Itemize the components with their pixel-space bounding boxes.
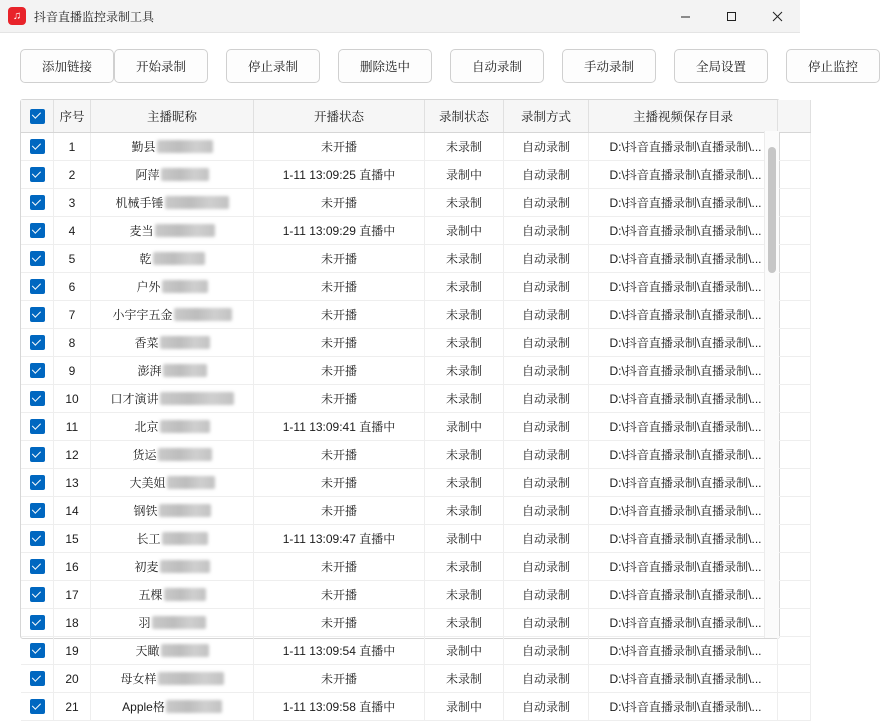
row-nickname — [91, 385, 254, 413]
row-checkbox[interactable] — [30, 671, 45, 686]
row-checkbox[interactable] — [30, 139, 45, 154]
row-live-status: 1-11 13:09:47 直播中 — [254, 525, 425, 553]
row-checkbox[interactable] — [30, 699, 45, 714]
nickname-redaction — [159, 504, 211, 517]
nickname-redaction — [153, 252, 205, 265]
row-live-status: 未开播 — [254, 497, 425, 525]
row-record-mode: 自动录制 — [504, 385, 589, 413]
row-pad — [778, 385, 811, 413]
table-row[interactable] — [21, 217, 811, 245]
nickname-text: 北京 — [134, 420, 159, 434]
row-pad — [778, 581, 811, 609]
row-checkbox[interactable] — [30, 223, 45, 238]
manual-record-button[interactable]: 手动录制 — [562, 49, 656, 83]
row-nickname — [91, 357, 254, 385]
row-pad — [778, 133, 811, 161]
row-save-directory: D:\抖音直播录制\直播录制\... — [589, 553, 778, 581]
row-index: 8 — [54, 329, 91, 357]
nickname-redaction — [162, 280, 208, 293]
nickname-text: 天瞰 — [135, 644, 160, 658]
row-pad — [778, 357, 811, 385]
row-checkbox[interactable] — [30, 167, 45, 182]
row-checkbox[interactable] — [30, 615, 45, 630]
nickname-text: 长工 — [136, 532, 161, 546]
row-record-status: 未录制 — [425, 581, 504, 609]
row-index: 10 — [54, 385, 91, 413]
row-pad — [778, 441, 811, 469]
minimize-icon[interactable] — [662, 0, 708, 32]
table-row[interactable] — [21, 441, 811, 469]
row-checkbox-cell[interactable] — [21, 553, 54, 581]
row-save-directory: D:\抖音直播录制\直播录制\... — [589, 161, 778, 189]
row-save-directory: D:\抖音直播录制\直播录制\... — [589, 469, 778, 497]
row-record-status: 录制中 — [425, 525, 504, 553]
row-pad — [778, 469, 811, 497]
nickname-text: 户外 — [136, 280, 161, 294]
table-row[interactable] — [21, 525, 811, 553]
row-pad — [778, 665, 811, 693]
row-live-status: 未开播 — [254, 441, 425, 469]
row-checkbox[interactable] — [30, 335, 45, 350]
row-checkbox[interactable] — [30, 531, 45, 546]
nickname-text: 钢铁 — [133, 504, 158, 518]
table-row[interactable] — [21, 329, 811, 357]
row-checkbox-cell[interactable] — [21, 693, 54, 721]
global-settings-button[interactable]: 全局设置 — [674, 49, 768, 83]
row-checkbox-cell[interactable] — [21, 329, 54, 357]
maximize-icon[interactable] — [708, 0, 754, 32]
stop-record-button[interactable]: 停止录制 — [226, 49, 320, 83]
row-pad — [778, 525, 811, 553]
row-nickname — [91, 693, 254, 721]
row-record-mode: 自动录制 — [504, 441, 589, 469]
nickname-text: 澎湃 — [137, 364, 162, 378]
row-nickname — [91, 665, 254, 693]
table-body — [21, 133, 811, 721]
row-record-status: 录制中 — [425, 693, 504, 721]
row-live-status: 未开播 — [254, 273, 425, 301]
row-index: 19 — [54, 637, 91, 665]
row-nickname — [91, 245, 254, 273]
row-checkbox-cell[interactable] — [21, 217, 54, 245]
row-checkbox[interactable] — [30, 279, 45, 294]
nickname-redaction — [161, 168, 209, 181]
row-pad — [778, 189, 811, 217]
row-record-mode: 自动录制 — [504, 245, 589, 273]
row-checkbox-cell[interactable] — [21, 357, 54, 385]
row-checkbox-cell[interactable] — [21, 665, 54, 693]
row-checkbox-cell[interactable] — [21, 441, 54, 469]
row-save-directory: D:\抖音直播录制\直播录制\... — [589, 637, 778, 665]
row-index: 11 — [54, 413, 91, 441]
row-checkbox-cell[interactable] — [21, 637, 54, 665]
row-live-status: 1-11 13:09:54 直播中 — [254, 637, 425, 665]
column-header-mode[interactable]: 录制方式 — [504, 100, 589, 133]
row-index: 12 — [54, 441, 91, 469]
nickname-redaction — [167, 476, 215, 489]
row-pad — [778, 693, 811, 721]
column-header-select[interactable] — [21, 100, 54, 133]
stream-table — [20, 99, 780, 714]
row-checkbox[interactable] — [30, 307, 45, 322]
row-record-mode: 自动录制 — [504, 273, 589, 301]
table-row[interactable] — [21, 665, 811, 693]
row-save-directory: D:\抖音直播录制\直播录制\... — [589, 693, 778, 721]
row-record-status: 未录制 — [425, 189, 504, 217]
nickname-redaction — [158, 672, 224, 685]
row-live-status: 未开播 — [254, 189, 425, 217]
add-link-button[interactable]: 添加链接 — [20, 49, 114, 83]
row-record-mode: 自动录制 — [504, 413, 589, 441]
row-checkbox-cell[interactable] — [21, 413, 54, 441]
nickname-text: 大美姐 — [129, 476, 166, 490]
nickname-redaction — [160, 392, 234, 405]
row-index: 1 — [54, 133, 91, 161]
nickname-redaction — [165, 196, 229, 209]
row-record-mode: 自动录制 — [504, 665, 589, 693]
table-row[interactable] — [21, 497, 811, 525]
table-row[interactable] — [21, 609, 811, 637]
column-header-index[interactable]: 序号 — [54, 100, 91, 133]
row-checkbox-cell[interactable] — [21, 497, 54, 525]
row-live-status: 未开播 — [254, 665, 425, 693]
nickname-redaction — [162, 532, 208, 545]
row-record-status: 未录制 — [425, 385, 504, 413]
nickname-text: 香菜 — [134, 336, 159, 350]
row-nickname — [91, 609, 254, 637]
row-live-status: 未开播 — [254, 553, 425, 581]
row-checkbox[interactable] — [30, 391, 45, 406]
table-row[interactable] — [21, 469, 811, 497]
nickname-text: 羽 — [138, 616, 151, 630]
row-save-directory: D:\抖音直播录制\直播录制\... — [589, 609, 778, 637]
row-nickname — [91, 133, 254, 161]
row-checkbox[interactable] — [30, 587, 45, 602]
table-row[interactable] — [21, 273, 811, 301]
row-nickname — [91, 525, 254, 553]
table-header — [21, 100, 811, 133]
row-record-status: 未录制 — [425, 497, 504, 525]
table-row[interactable] — [21, 189, 811, 217]
row-record-mode: 自动录制 — [504, 609, 589, 637]
row-checkbox-cell[interactable] — [21, 273, 54, 301]
row-pad — [778, 161, 811, 189]
column-header-record[interactable]: 录制状态 — [425, 100, 504, 133]
table-row[interactable] — [21, 413, 811, 441]
row-checkbox[interactable] — [30, 559, 45, 574]
row-save-directory: D:\抖音直播录制\直播录制\... — [589, 301, 778, 329]
column-header-dir[interactable]: 主播视频保存目录 — [589, 100, 778, 133]
row-checkbox-cell[interactable] — [21, 301, 54, 329]
nickname-redaction — [164, 588, 206, 601]
row-checkbox-cell[interactable] — [21, 189, 54, 217]
row-index: 18 — [54, 609, 91, 637]
row-nickname — [91, 189, 254, 217]
row-index: 9 — [54, 357, 91, 385]
nickname-redaction — [158, 448, 212, 461]
nickname-redaction — [174, 308, 232, 321]
scrollbar-thumb[interactable] — [768, 147, 776, 273]
row-checkbox-cell[interactable] — [21, 385, 54, 413]
row-nickname — [91, 553, 254, 581]
row-record-status: 录制中 — [425, 637, 504, 665]
close-icon[interactable] — [754, 0, 800, 32]
row-nickname — [91, 161, 254, 189]
table-row[interactable] — [21, 161, 811, 189]
row-record-status: 录制中 — [425, 161, 504, 189]
row-record-status: 未录制 — [425, 357, 504, 385]
row-index: 15 — [54, 525, 91, 553]
row-pad — [778, 413, 811, 441]
select-all-checkbox[interactable] — [30, 109, 45, 124]
row-checkbox-cell[interactable] — [21, 581, 54, 609]
row-live-status: 未开播 — [254, 469, 425, 497]
table-row[interactable] — [21, 245, 811, 273]
title-bar — [0, 0, 800, 33]
row-checkbox[interactable] — [30, 503, 45, 518]
row-index: 3 — [54, 189, 91, 217]
row-nickname — [91, 217, 254, 245]
row-checkbox[interactable] — [30, 251, 45, 266]
row-record-mode: 自动录制 — [504, 329, 589, 357]
row-record-status: 未录制 — [425, 665, 504, 693]
row-live-status: 未开播 — [254, 357, 425, 385]
nickname-text: 初麦 — [134, 560, 159, 574]
stop-monitor-button[interactable]: 停止监控 — [786, 49, 880, 83]
row-record-mode: 自动录制 — [504, 301, 589, 329]
row-pad — [778, 245, 811, 273]
row-nickname — [91, 497, 254, 525]
row-live-status: 未开播 — [254, 609, 425, 637]
row-pad — [778, 273, 811, 301]
row-record-status: 未录制 — [425, 441, 504, 469]
row-save-directory: D:\抖音直播录制\直播录制\... — [589, 525, 778, 553]
row-record-mode: 自动录制 — [504, 553, 589, 581]
row-pad — [778, 497, 811, 525]
row-record-status: 未录制 — [425, 329, 504, 357]
row-record-mode: 自动录制 — [504, 469, 589, 497]
row-index: 16 — [54, 553, 91, 581]
row-index: 4 — [54, 217, 91, 245]
row-index: 17 — [54, 581, 91, 609]
row-nickname — [91, 329, 254, 357]
row-record-mode: 自动录制 — [504, 581, 589, 609]
row-checkbox-cell[interactable] — [21, 161, 54, 189]
row-checkbox-cell[interactable] — [21, 525, 54, 553]
nickname-text: 小宇宇五金 — [112, 308, 173, 322]
table-row[interactable] — [21, 385, 811, 413]
toolbar-actions — [114, 49, 880, 83]
row-pad — [778, 301, 811, 329]
table-row[interactable] — [21, 553, 811, 581]
row-live-status: 未开播 — [254, 245, 425, 273]
row-save-directory: D:\抖音直播录制\直播录制\... — [589, 665, 778, 693]
row-save-directory: D:\抖音直播录制\直播录制\... — [589, 273, 778, 301]
row-record-status: 未录制 — [425, 553, 504, 581]
row-nickname — [91, 441, 254, 469]
row-live-status: 未开播 — [254, 301, 425, 329]
row-pad — [778, 637, 811, 665]
table-row[interactable] — [21, 133, 811, 161]
table-row[interactable] — [21, 637, 811, 665]
row-live-status: 未开播 — [254, 133, 425, 161]
row-record-mode: 自动录制 — [504, 357, 589, 385]
auto-record-button[interactable]: 自动录制 — [450, 49, 544, 83]
row-index: 5 — [54, 245, 91, 273]
nickname-redaction — [160, 336, 210, 349]
row-save-directory: D:\抖音直播录制\直播录制\... — [589, 217, 778, 245]
row-index: 6 — [54, 273, 91, 301]
table-row[interactable] — [21, 301, 811, 329]
row-record-mode: 自动录制 — [504, 637, 589, 665]
table-row[interactable] — [21, 357, 811, 385]
row-checkbox-cell[interactable] — [21, 133, 54, 161]
row-live-status: 未开播 — [254, 581, 425, 609]
row-save-directory: D:\抖音直播录制\直播录制\... — [589, 329, 778, 357]
start-record-button[interactable]: 开始录制 — [114, 49, 208, 83]
column-header-nick[interactable]: 主播昵称 — [91, 100, 254, 133]
row-save-directory: D:\抖音直播录制\直播录制\... — [589, 385, 778, 413]
row-save-directory: D:\抖音直播录制\直播录制\... — [589, 245, 778, 273]
row-record-mode: 自动录制 — [504, 217, 589, 245]
row-record-status: 未录制 — [425, 609, 504, 637]
row-nickname — [91, 469, 254, 497]
row-save-directory: D:\抖音直播录制\直播录制\... — [589, 413, 778, 441]
row-record-status: 未录制 — [425, 273, 504, 301]
nickname-text: 麦当 — [129, 224, 154, 238]
nickname-redaction — [161, 644, 209, 657]
row-checkbox-cell[interactable] — [21, 469, 54, 497]
row-record-status: 未录制 — [425, 245, 504, 273]
row-nickname — [91, 637, 254, 665]
row-save-directory: D:\抖音直播录制\直播录制\... — [589, 189, 778, 217]
row-save-directory: D:\抖音直播录制\直播录制\... — [589, 357, 778, 385]
nickname-redaction — [160, 420, 210, 433]
row-checkbox-cell[interactable] — [21, 245, 54, 273]
nickname-redaction — [155, 224, 215, 237]
column-header-live[interactable]: 开播状态 — [254, 100, 425, 133]
row-index: 13 — [54, 469, 91, 497]
nickname-text: 勤县 — [131, 140, 156, 154]
row-index: 14 — [54, 497, 91, 525]
row-record-mode: 自动录制 — [504, 525, 589, 553]
nickname-text: 机械手锤 — [115, 196, 164, 210]
toolbar — [0, 33, 858, 99]
row-nickname — [91, 273, 254, 301]
music-note-icon: ♫ — [8, 7, 26, 25]
row-save-directory: D:\抖音直播录制\直播录制\... — [589, 497, 778, 525]
nickname-redaction — [163, 364, 207, 377]
column-header-pad — [778, 100, 811, 133]
row-save-directory: D:\抖音直播录制\直播录制\... — [589, 581, 778, 609]
table-row[interactable] — [21, 693, 811, 721]
row-live-status: 未开播 — [254, 385, 425, 413]
row-checkbox[interactable] — [30, 419, 45, 434]
row-pad — [778, 217, 811, 245]
row-live-status: 未开播 — [254, 329, 425, 357]
nickname-redaction — [157, 140, 213, 153]
row-checkbox[interactable] — [30, 475, 45, 490]
nickname-text: 口才演讲 — [110, 392, 159, 406]
row-index: 7 — [54, 301, 91, 329]
row-nickname — [91, 581, 254, 609]
row-record-status: 未录制 — [425, 301, 504, 329]
row-checkbox-cell[interactable] — [21, 609, 54, 637]
table-row[interactable] — [21, 581, 811, 609]
row-checkbox[interactable] — [30, 447, 45, 462]
nickname-text: 五棵 — [138, 588, 163, 602]
row-index: 21 — [54, 693, 91, 721]
row-record-mode: 自动录制 — [504, 133, 589, 161]
nickname-text: 货运 — [132, 448, 157, 462]
row-save-directory: D:\抖音直播录制\直播录制\... — [589, 133, 778, 161]
row-record-status: 未录制 — [425, 469, 504, 497]
window-title: 抖音直播监控录制工具 — [34, 9, 155, 24]
row-checkbox[interactable] — [30, 363, 45, 378]
row-index: 20 — [54, 665, 91, 693]
row-record-mode: 自动录制 — [504, 189, 589, 217]
row-pad — [778, 553, 811, 581]
nickname-text: 母女样 — [120, 672, 157, 686]
window-controls — [662, 0, 800, 32]
row-nickname — [91, 301, 254, 329]
row-record-status: 录制中 — [425, 413, 504, 441]
row-save-directory: D:\抖音直播录制\直播录制\... — [589, 441, 778, 469]
nickname-redaction — [160, 560, 210, 573]
row-index: 2 — [54, 161, 91, 189]
nickname-redaction — [152, 616, 206, 629]
row-checkbox[interactable] — [30, 195, 45, 210]
row-record-status: 录制中 — [425, 217, 504, 245]
nickname-text: 乾 — [139, 252, 152, 266]
row-live-status: 1-11 13:09:25 直播中 — [254, 161, 425, 189]
row-live-status: 1-11 13:09:29 直播中 — [254, 217, 425, 245]
row-pad — [778, 609, 811, 637]
nickname-text: Apple格 — [122, 700, 165, 714]
row-record-mode: 自动录制 — [504, 497, 589, 525]
row-record-mode: 自动录制 — [504, 693, 589, 721]
row-nickname — [91, 413, 254, 441]
nickname-text: 阿萍 — [135, 168, 160, 182]
row-pad — [778, 329, 811, 357]
row-live-status: 1-11 13:09:41 直播中 — [254, 413, 425, 441]
row-checkbox[interactable] — [30, 643, 45, 658]
row-record-status: 未录制 — [425, 133, 504, 161]
delete-selected-button[interactable]: 删除选中 — [338, 49, 432, 83]
row-live-status: 1-11 13:09:58 直播中 — [254, 693, 425, 721]
vertical-scrollbar[interactable] — [764, 131, 779, 638]
row-record-mode: 自动录制 — [504, 161, 589, 189]
nickname-redaction — [166, 700, 222, 713]
stream-table-grid — [21, 100, 811, 721]
